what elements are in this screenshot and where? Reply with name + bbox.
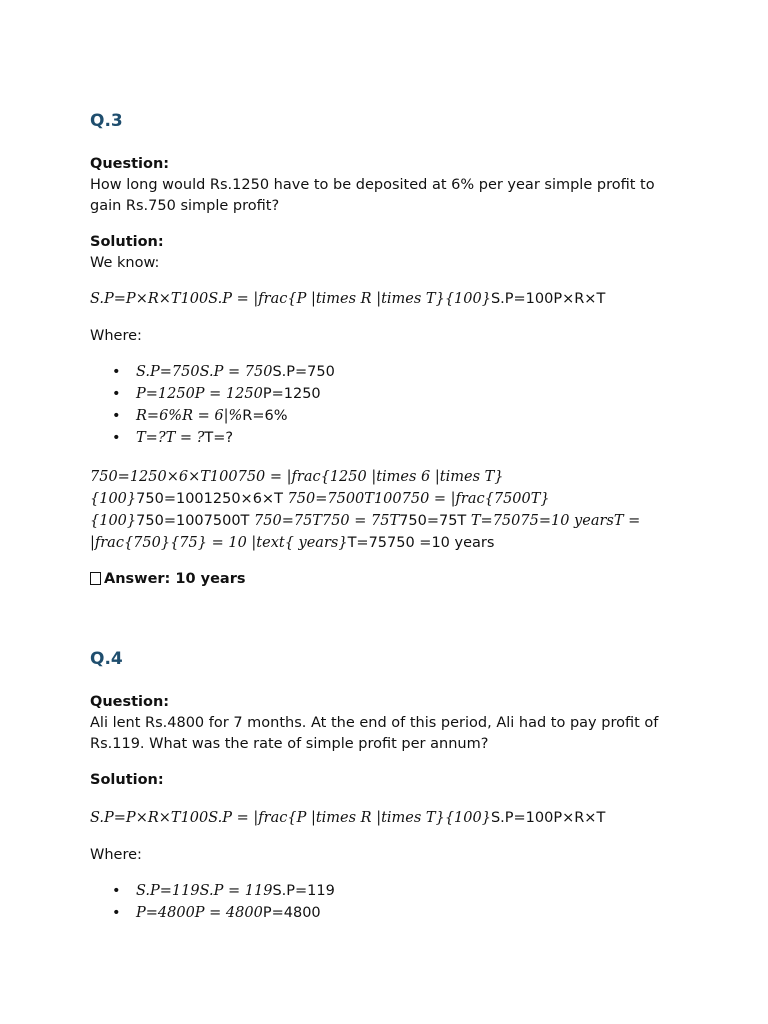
question-4-label: Question: [90,694,170,710]
list-item: • R=6%R = 6|%R=6% [112,405,680,427]
list-item: • P=1250P = 1250P=1250 [112,383,680,405]
bullet-icon: • [112,430,121,446]
content-column [90,108,680,924]
where-3-label: Where: [90,328,142,344]
question-3 [90,108,680,590]
question-3-title: Q.3 [90,111,123,131]
variables-list-4 [90,880,680,924]
question-3-text: How long would Rs.1250 have to be deposited at 6% per year simple profit to gain Rs.750 simple profit? [90,177,655,214]
formula-3-plain: S.P=100P×R×T [490,291,606,307]
list-item: • S.P=750S.P = 750S.P=750 [112,361,680,383]
solution-3-label: Solution: [90,234,164,250]
bullet-icon: • [112,408,121,424]
bullet-icon: • [112,905,121,921]
bullet-icon: • [112,364,121,380]
solution-3-intro: We know: [90,255,160,271]
bullet-icon: • [112,883,121,899]
answer-3-text: Answer: 10 years [104,571,246,587]
formula-3-math: S.P=P×R×T100S.P = |frac{P |times R |times T}{100} [90,291,491,307]
bullet-icon: • [112,386,121,402]
question-4-title: Q.4 [90,649,123,669]
formula-4-math: S.P=P×R×T100S.P = |frac{P |times R |times T}{100} [90,810,491,826]
formula-3 [90,289,680,310]
where-4-label: Where: [90,847,142,863]
list-item: • S.P=119S.P = 119S.P=119 [112,880,680,902]
calculation-3: 750=1250×6×T100750 = |frac{1250 |times 6 |times T}{100}750=1001250×6×T 750=7500T100750 = |frac{7500T}{100}750=1007500T 750=75T750 = 75T750=75T T=75075=10 yearsT = |frac{750}{75} = 10 |text{ years}T=75750 =10 years [90,469,641,551]
question-4 [90,646,680,924]
answer-3 [90,569,680,590]
formula-4-plain: S.P=100P×R×T [490,810,606,826]
question-3-label: Question: [90,156,170,172]
list-item: • T=?T = ?T=? [112,427,680,449]
solution-4-label: Solution: [90,772,164,788]
list-item: • P=4800P = 4800P=4800 [112,902,680,924]
variables-list-3 [90,361,680,449]
check-box-icon [90,572,101,585]
formula-4 [90,808,680,829]
question-4-text: Ali lent Rs.4800 for 7 months. At the end of this period, Ali had to pay profit of Rs.119. What was the rate of simple profit per annum? [90,715,659,752]
